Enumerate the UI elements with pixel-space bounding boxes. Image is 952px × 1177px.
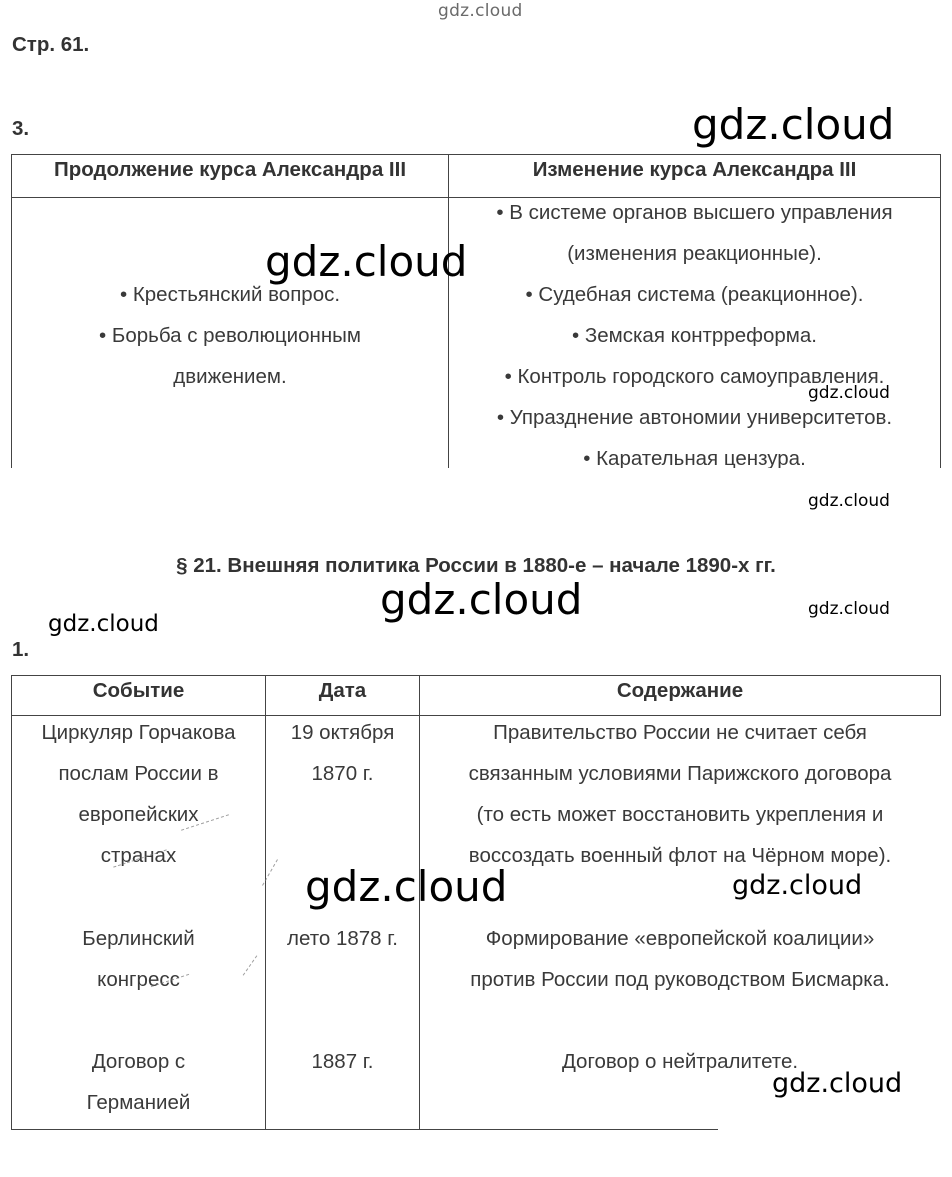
task-1-number: 1. [12,638,30,661]
list-item: • Контроль городского самоуправления. [504,365,885,388]
list-item: • Борьба с революционным [99,324,361,347]
list-item: • В системе органов высшего управления [496,201,893,224]
watermark-large-2: gdz.cloud [265,237,468,286]
list-item: (изменения реакционные). [567,242,822,265]
watermark-small-2: gdz.cloud [808,491,890,511]
task-3-header-change: Изменение курса Александра III [532,158,857,181]
list-item: • Карательная цензура. [583,447,806,468]
table-row-3-event: Договор с Германией [86,1050,191,1114]
watermark-medium-1: gdz.cloud [48,611,159,637]
table-row-2-event: Берлинский конгресс [82,927,195,991]
task-1-header-date: Дата [318,679,367,702]
table-row-1-content: Правительство России не считает себя связанным условиями Парижского договора (то есть может восстановить укрепления и воссоздать военный флот на Чёрном море). [468,721,892,867]
watermark-large-1: gdz.cloud [692,100,895,149]
task-1-header-event: Событие [92,679,185,702]
watermark-top: gdz.cloud [438,1,523,21]
section-title: § 21. Внешняя политика России в 1880-е – начале 1890-х гг. [176,554,776,577]
task-3-number: 3. [12,117,30,140]
watermark-medium-3: gdz.cloud [772,1068,903,1099]
watermark-large-4: gdz.cloud [305,862,508,911]
list-item: • Судебная система (реакционное). [525,283,864,306]
table-row-1-date: 19 октября 1870 г. [290,721,395,785]
task-3-header-continuation: Продолжение курса Александра III [53,158,407,181]
watermark-small-1: gdz.cloud [808,383,890,403]
table-row-3-date: 1887 г. [311,1050,374,1073]
task-3-left-cell [12,274,448,397]
watermark-large-3: gdz.cloud [380,575,583,624]
watermark-medium-2: gdz.cloud [732,870,863,901]
task-3-right-cell [449,192,940,468]
watermark-small-3: gdz.cloud [808,599,890,619]
table-row-1-event: Циркуляр Горчакова послам России в европейских странах [41,721,236,867]
list-item: движением. [173,365,287,388]
table-row-2-date: лето 1878 г. [287,927,398,950]
page-label: Стр. 61. [12,33,90,56]
list-item: • Крестьянский вопрос. [119,283,341,306]
task-1-header-content: Содержание [616,679,744,702]
table-row-2-content: Формирование «европейской коалиции» против России под руководством Бисмарка. [470,927,890,991]
list-item: • Земская контрреформа. [572,324,817,347]
list-item: • Упразднение автономии университетов. [496,406,893,429]
table-row-3-content: Договор о нейтралитете. [561,1050,799,1073]
